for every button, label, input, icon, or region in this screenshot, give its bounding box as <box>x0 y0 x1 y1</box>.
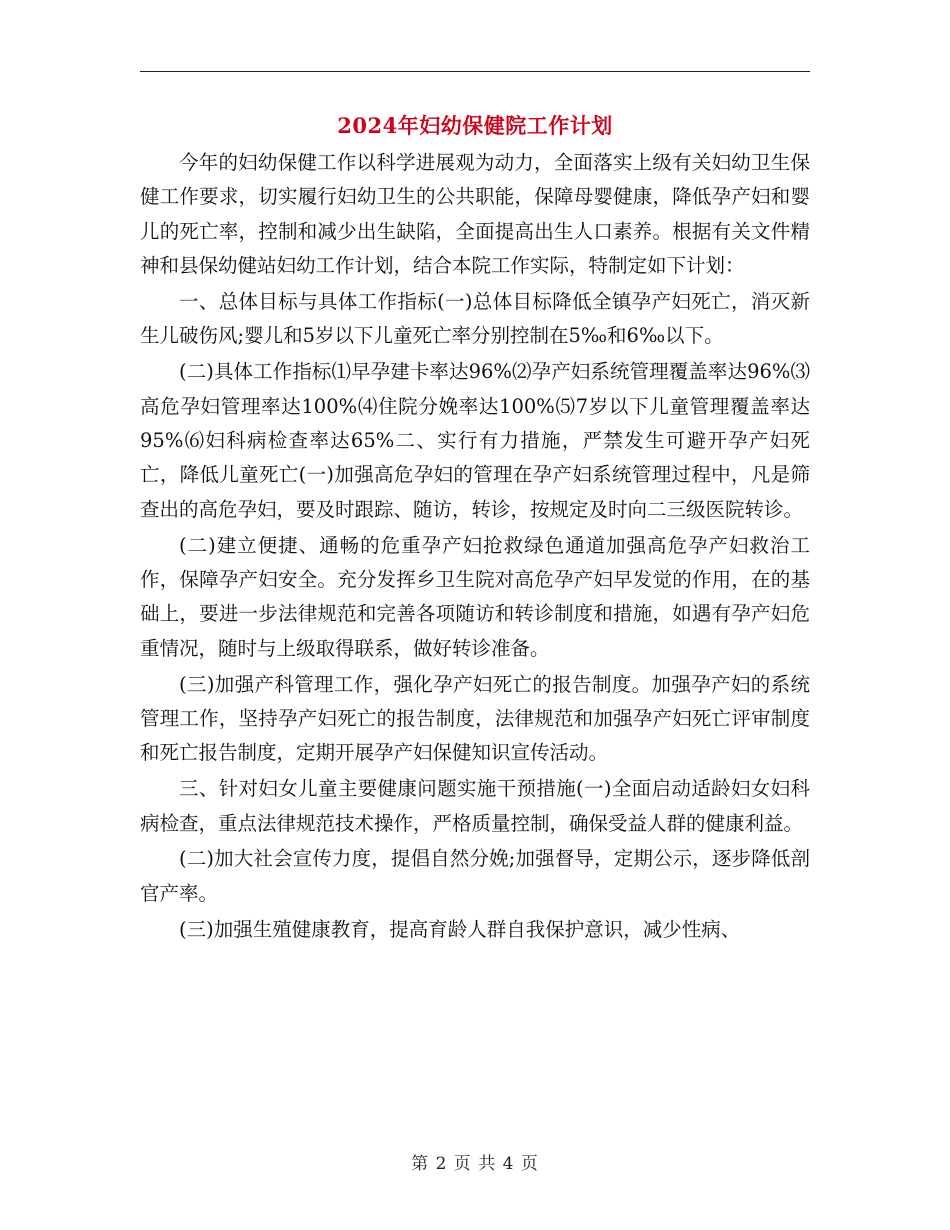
paragraph-publicity: (二)加大社会宣传力度，提倡自然分娩;加强督导，定期公示，逐步降低剖官产率。 <box>140 847 810 905</box>
paragraph-obstetrics: (三)加强产科管理工作，强化孕产妇死亡的报告制度。加强孕产妇的系统管理工作，坚持孕产妇死亡的报告制度，法律规范和加强孕产妇死亡评审制度和死亡报告制度，定期开展孕产妇保健知识宣传活动。 <box>140 672 810 765</box>
page-footer: 第 2 页 共 4 页 <box>411 1154 539 1174</box>
paragraph-targets: (二)具体工作指标⑴早孕建卡率达96%⑵孕产妇系统管理覆盖率达96%⑶高危孕妇管理率达100%⑷住院分娩率达100%⑸7岁以下儿童管理覆盖率达95%⑹妇科病检查率达65%二、实行有力措施，严禁发生可避开孕产妇死亡，降低儿童死亡(一)加强高危孕妇的管理在孕产妇系统管理过程中，凡是筛查出的高危孕妇，要及时跟踪、随访，转诊，按规定及时向二三级医院转诊。 <box>140 360 810 521</box>
header-rule <box>140 71 810 72</box>
paragraph-section-3: 三、针对妇女儿童主要健康问题实施干预措施(一)全面启动适龄妇女妇科病检查，重点法律规范技术操作，严格质量控制，确保受益人群的健康利益。 <box>140 777 810 835</box>
paragraph-reproductive-health: (三)加强生殖健康教育，提高育龄人群自我保护意识，减少性病、 <box>179 917 741 941</box>
paragraph-green-channel: (二)建立便捷、通畅的危重孕产妇抢救绿色通道加强高危孕产妇救治工作，保障孕产妇安全。充分发挥乡卫生院对高危孕产妇早发觉的作用，在的基础上，要进一步法律规范和完善各项随访和转诊制度和措施，如遇有孕产妇危重情况，随时与上级取得联系，做好转诊准备。 <box>140 533 810 660</box>
document-title: 2024年妇幼保健院工作计划 <box>337 113 613 138</box>
paragraph-intro: 今年的妇幼保健工作以科学进展观为动力，全面落实上级有关妇幼卫生保健工作要求，切实履行妇幼卫生的公共职能，保障母婴健康，降低孕产妇和婴儿的死亡率，控制和减少出生缺陷，全面提高出生人口素养。根据有关文件精神和县保幼健站妇幼工作计划，结合本院工作实际，特制定如下计划： <box>140 151 810 278</box>
document-body <box>140 146 810 948</box>
paragraph-section-1: 一、总体目标与具体工作指标(一)总体目标降低全镇孕产妇死亡，消灭新生儿破伤风;婴儿和5岁以下儿童死亡率分别控制在5‰和6‰以下。 <box>140 290 810 348</box>
